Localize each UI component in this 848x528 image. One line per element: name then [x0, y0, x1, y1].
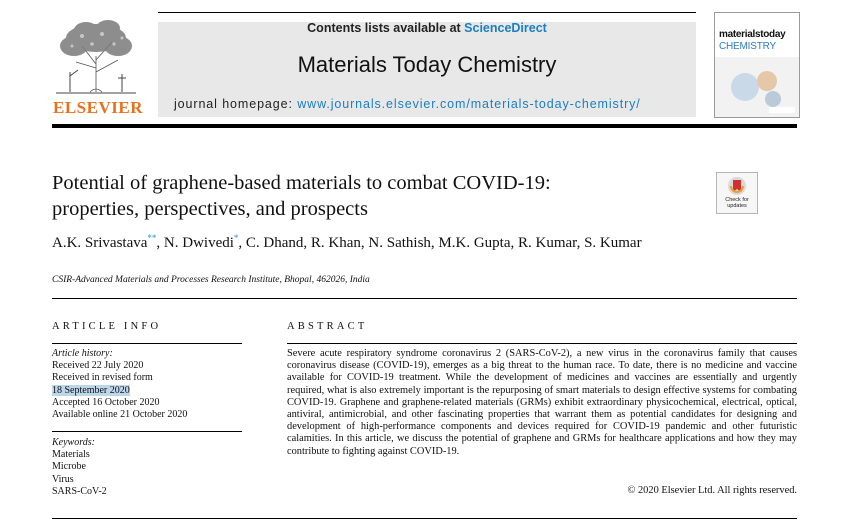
- keywords-block: [52, 437, 242, 498]
- check-for-updates-label: Check for updates: [725, 197, 749, 209]
- article-history: [52, 348, 242, 421]
- cover-title-line1: materialstoday: [719, 29, 786, 40]
- corresponding-author-mark[interactable]: **: [147, 233, 157, 243]
- author-name[interactable]: M.K. Gupta: [438, 235, 511, 251]
- corresponding-author-mark[interactable]: *: [233, 233, 239, 243]
- author-separator: ,: [360, 235, 369, 251]
- author-list: [52, 229, 672, 254]
- author-separator: ,: [510, 235, 518, 251]
- paper-title-line1: Potential of graphene-based materials to combat COVID-19:: [52, 172, 551, 194]
- received-date: Received 22 July 2020: [52, 360, 144, 372]
- history-label: Article history:: [52, 348, 113, 359]
- author-name[interactable]: C. Dhand: [245, 235, 304, 251]
- header-top-rule: [158, 12, 696, 13]
- homepage-prefix: journal homepage:: [174, 97, 298, 111]
- article-info-rule: [52, 343, 242, 344]
- author-separator: ,: [576, 235, 585, 251]
- author-name[interactable]: N. Sathish: [368, 235, 431, 251]
- header-bottom-rule: [52, 124, 797, 128]
- keywords-rule: [52, 431, 242, 432]
- cover-title-line2: CHEMISTRY: [719, 41, 776, 52]
- title-block-rule: [52, 298, 797, 299]
- bottom-rule: [52, 518, 797, 519]
- revised-label: Received in revised form: [52, 372, 153, 384]
- keyword-item: Virus: [52, 473, 74, 485]
- journal-cover[interactable]: [714, 12, 800, 118]
- contents-prefix: Contents lists available at: [307, 21, 465, 35]
- author-name[interactable]: R. Khan: [310, 235, 361, 251]
- article-info-heading: ARTICLE INFO: [52, 321, 162, 332]
- paper-title: [52, 170, 652, 222]
- accepted-date: Accepted 16 October 2020: [52, 396, 160, 408]
- keywords-label: Keywords:: [52, 437, 95, 448]
- author-separator: ,: [156, 235, 164, 251]
- homepage-link[interactable]: www.journals.elsevier.com/materials-today-chemistry/: [297, 97, 641, 111]
- paper-title-line2: properties, perspectives, and prospects: [52, 198, 368, 220]
- bookmark-icon: [726, 176, 748, 196]
- cover-artwork: [715, 57, 799, 117]
- check-for-updates-badge[interactable]: [716, 172, 758, 214]
- author-separator: ,: [303, 235, 311, 251]
- copyright-notice: © 2020 Elsevier Ltd. All rights reserved.: [627, 485, 797, 496]
- author-name[interactable]: N. Dwivedi: [163, 235, 234, 251]
- abstract-rule: [287, 343, 797, 344]
- abstract-heading: ABSTRACT: [287, 321, 368, 332]
- elsevier-wordmark: ELSEVIER: [53, 98, 143, 117]
- sciencedirect-link[interactable]: ScienceDirect: [464, 21, 547, 35]
- elsevier-tree-logo: [52, 16, 140, 96]
- abstract-text: Severe acute respiratory syndrome coronavirus 2 (SARS-CoV-2), a new virus in the coronavirus family that causes coronavirus disease (COVID-19), emerges as a big threat to the human race. To date, there is no medicine and vaccine available for COVID-19 treatment. While the development of medicines and vaccines are essentially and urgently required, what is also extremely important is the repurposing of smart materials to design effective systems for combating COVID-19. Graphene and graphene-related materials (GRMs) exhibit extraordinary physicochemical, electrical, optical, antiviral, antimicrobial, and other fascinating properties that warrant them as potential candidates for designing and development of high-performance components and devices required for COVID-19 pandemic and other futuristic calamities. In this article, we discuss the potential of graphene and GRMs for healthcare applications and how they may contribute to fighting against COVID-19.: [287, 348, 797, 457]
- author-separator: ,: [238, 235, 246, 251]
- keyword-item: Microbe: [52, 461, 86, 473]
- online-date: Available online 21 October 2020: [52, 409, 188, 421]
- keyword-item: SARS-CoV-2: [52, 485, 107, 497]
- contents-line: [158, 21, 696, 35]
- revised-date-highlight: 18 September 2020: [52, 384, 130, 396]
- author-name[interactable]: A.K. Srivastava: [52, 235, 148, 251]
- homepage-line: [174, 97, 641, 111]
- author-separator: ,: [430, 235, 439, 251]
- keyword-item: Materials: [52, 449, 90, 461]
- journal-title: Materials Today Chemistry: [297, 52, 557, 77]
- author-name[interactable]: R. Kumar: [518, 235, 577, 251]
- revised-date: [52, 385, 242, 397]
- author-name[interactable]: S. Kumar: [584, 235, 642, 251]
- affiliation: CSIR-Advanced Materials and Processes Research Institute, Bhopal, 462026, India: [52, 275, 370, 285]
